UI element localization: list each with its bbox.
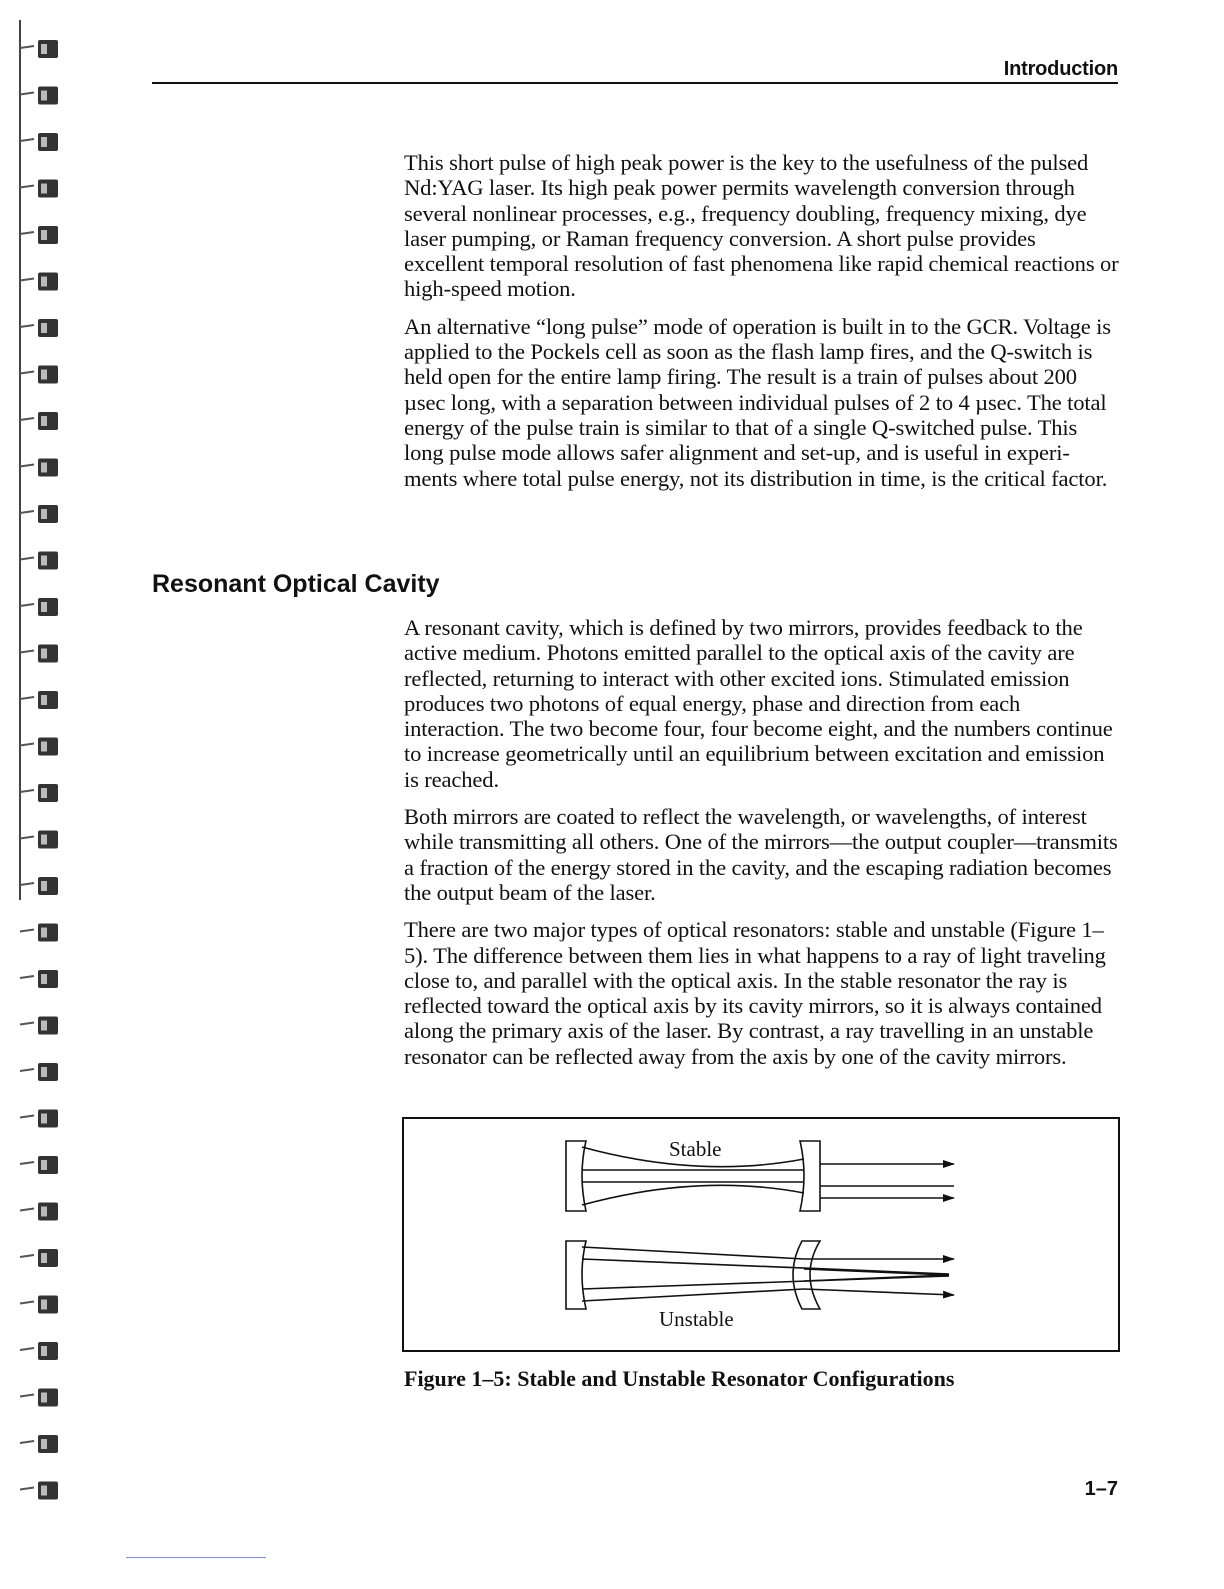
paragraph: An alternative “long pulse” mode of operation is built in to the GCR. Voltage is applied to the Pockels cell as soon as the flash lamp fires, and the Q-switch is held open for the entire lamp firing. The result is a train of pulses about 200 µsec long, with a separation between individual pulses of 2 to 4 µsec. The total energy of the pulse train is similar to that of a single Q-switched pulse. This long pulse mode allows safer alignment and set-up, and is useful in experi-ments where total pulse energy, not its distribution in time, is the critical factor. xyxy=(404,313,1111,491)
page-number: 1–7 xyxy=(1084,1478,1118,1500)
binding-ring xyxy=(20,645,58,663)
stable-right-mirror xyxy=(800,1141,820,1211)
unstable-ray xyxy=(582,1247,804,1259)
unstable-label: Unstable xyxy=(659,1307,734,1331)
binding-ring xyxy=(20,970,58,988)
binding-ring xyxy=(20,1156,58,1174)
binding-ring xyxy=(20,180,58,198)
binding-ring xyxy=(20,1389,58,1407)
binding-ring xyxy=(20,552,58,570)
paragraph: This short pulse of high peak power is the key to the usefulness of the pulsed Nd:YAG laser. Its high peak power permits wavelength conversion through several nonlinear processes, e.g., frequency doubling, frequency mixing, dye laser pumping, or Raman frequency conversion. A short pulse provides excellent temporal resolution of fast phenomena like rapid chemical reactions or high-speed motion. xyxy=(404,150,1119,302)
binding-ring xyxy=(20,412,58,430)
paragraph: There are two major types of optical resonators: stable and unstable (Figure 1–5). The difference between them lies in what happens to a ray of light traveling close to, and parallel with the optical axis. In the stable resonator the ray is reflected toward the optical axis by its cavity mirrors, so it is always contained along the primary axis of the laser. By contrast, a ray travelling in an unstable resonator can be reflected away from the axis by one of the cavity mirrors. xyxy=(404,917,1106,1069)
binding-ring xyxy=(20,1017,58,1035)
binding-ring xyxy=(20,133,58,151)
binding-ring xyxy=(20,877,58,895)
binding-ring xyxy=(20,924,58,942)
footer-line xyxy=(126,1557,266,1558)
unstable-left-mirror xyxy=(566,1241,586,1309)
binding-ring xyxy=(20,1249,58,1267)
binding-ring xyxy=(20,598,58,616)
binding-ring xyxy=(20,738,58,756)
stable-label: Stable xyxy=(669,1137,722,1161)
binding-ring xyxy=(20,1296,58,1314)
output-beam xyxy=(804,1269,949,1275)
section-text xyxy=(404,615,1120,1081)
output-beam xyxy=(804,1275,949,1281)
binding-ring xyxy=(20,1063,58,1081)
binding-ring xyxy=(20,273,58,291)
output-beam xyxy=(804,1289,954,1295)
binding-ring xyxy=(20,1435,58,1453)
resonator-figure xyxy=(402,1117,1120,1352)
binding-ring xyxy=(20,1342,58,1360)
binding-ring xyxy=(20,784,58,802)
unstable-ray xyxy=(582,1259,949,1274)
running-header: Introduction xyxy=(1003,58,1118,80)
binding-ring xyxy=(20,459,58,477)
figure-caption: Figure 1–5: Stable and Unstable Resonator Configurations xyxy=(404,1366,955,1391)
intro-text xyxy=(404,150,1120,503)
binding-ring xyxy=(20,40,58,58)
binding-ring xyxy=(20,319,58,337)
paragraph: A resonant cavity, which is defined by two mirrors, provides feedback to the active medium. Photons emitted parallel to the optical axis of the cavity are reflected, returning to interact with other excited ions. Stimulated emission produces two photons of equal energy, phase and direction from each interaction. The two become four, four become eight, and the numbers continue to increase geometrically until an equilibrium between excitation and emission is reached. xyxy=(404,615,1113,792)
binding-strip xyxy=(0,0,80,1584)
section-heading: Resonant Optical Cavity xyxy=(152,570,440,598)
paragraph: Both mirrors are coated to reflect the wavelength, or wavelengths, of interest while transmitting all others. One of the mirrors—the output coupler—transmits a fraction of the energy stored in the cavity, and the escaping radiation becomes the output beam of the laser. xyxy=(404,804,1118,905)
header-rule xyxy=(152,82,1118,84)
binding-ring xyxy=(20,505,58,523)
unstable-ray xyxy=(582,1289,804,1301)
binding-ring xyxy=(20,87,58,105)
binding-ring xyxy=(20,1110,58,1128)
spiral-binding-icon xyxy=(0,0,80,1584)
binding-ring xyxy=(20,831,58,849)
binding-ring xyxy=(20,691,58,709)
resonator-diagram xyxy=(404,1119,1118,1350)
binding-ring xyxy=(20,226,58,244)
stable-ray xyxy=(582,1185,804,1205)
stable-left-mirror xyxy=(566,1141,586,1211)
binding-ring xyxy=(20,1203,58,1221)
binding-ring xyxy=(20,1482,58,1500)
unstable-right-mirror xyxy=(793,1241,820,1309)
binding-ring xyxy=(20,366,58,384)
